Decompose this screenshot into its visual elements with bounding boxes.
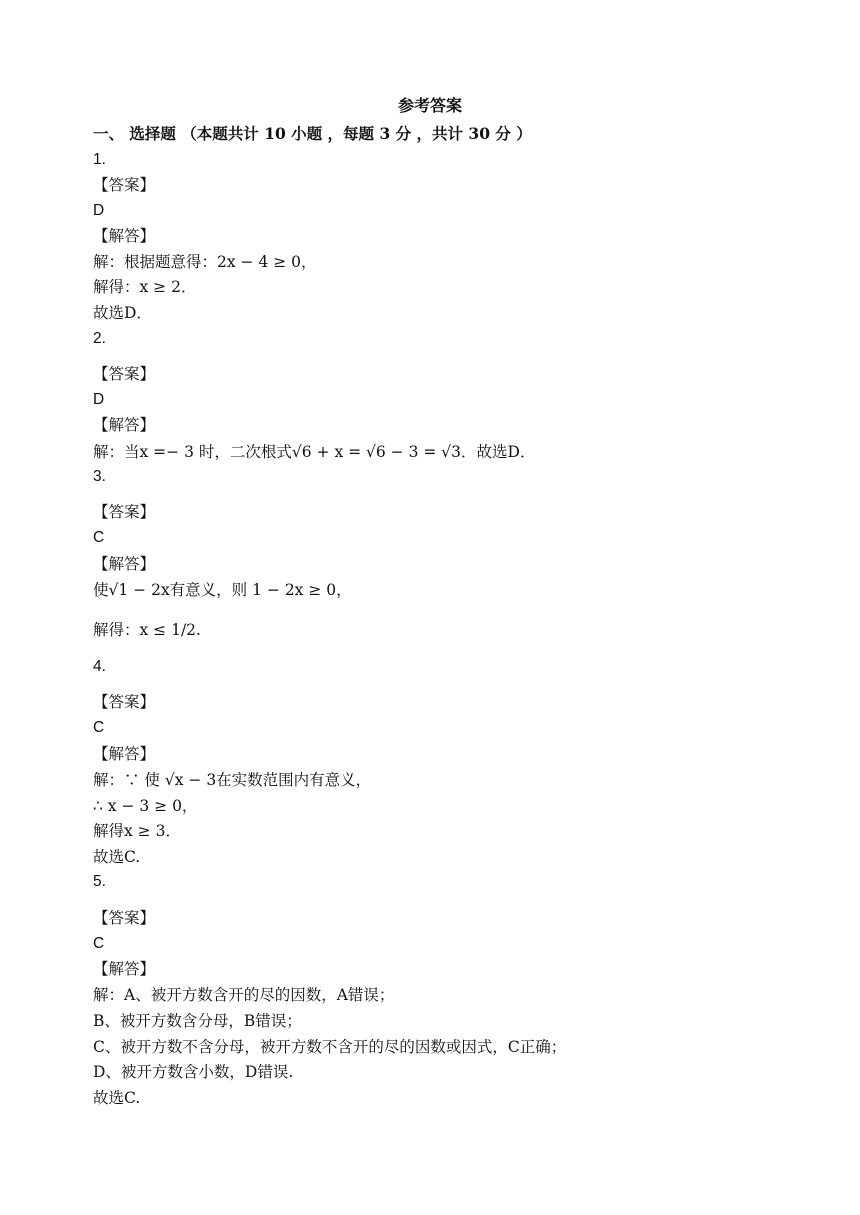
solution-label: 【解答】 (93, 227, 156, 245)
solution-line: 使√1 − 2x有意义，则 1 − 2x ≥ 0， (93, 581, 352, 599)
solution-line: C、被开方数不含分母，被开方数不含开的尽的因数或因式，C正确； (93, 1038, 567, 1056)
solution-line: 解得x ≥ 3． (93, 822, 181, 840)
answer-label: 【答案】 (93, 176, 156, 194)
solution-label: 【解答】 (93, 960, 156, 978)
solution-line: 故选C. (93, 848, 141, 866)
answer-label: 【答案】 (93, 909, 156, 927)
solution-label: 【解答】 (93, 745, 156, 763)
answer-label: 【答案】 (93, 503, 156, 521)
answer-value: D (93, 202, 105, 219)
question-number: 2. (93, 330, 106, 347)
answer-value: C (93, 935, 105, 952)
solution-line: ∴ x − 3 ≥ 0， (93, 797, 198, 815)
solution-line: 解得：x ≤ 1/2. (93, 621, 201, 639)
page-title: 参考答案 (397, 96, 462, 115)
answer-value: C (93, 719, 105, 736)
question-number: 4. (93, 658, 106, 675)
question-number: 5. (93, 873, 106, 890)
solution-line: 解：当x =− 3 时，二次根式√6 + x = √6 − 3 = √3．故选D． (93, 443, 536, 461)
solution-label: 【解答】 (93, 416, 156, 434)
answer-value: C (93, 529, 105, 546)
solution-line: 故选C. (93, 1089, 141, 1107)
solution-line: 故选D． (93, 304, 152, 322)
answer-value: D (93, 391, 105, 408)
solution-line: 解：∵ 使 √x − 3在实数范围内有意义， (93, 771, 372, 789)
solution-line: 解：根据题意得：2x − 4 ≥ 0， (93, 253, 317, 271)
question-number: 1. (93, 151, 106, 168)
solution-line: D、被开方数含小数，D错误. (93, 1063, 294, 1081)
answer-label: 【答案】 (93, 693, 156, 711)
section-heading: 一、 选择题 （本题共计 10 小题 ，每题 3 分 ，共计 30 分 ） (93, 124, 532, 143)
answer-label: 【答案】 (93, 365, 156, 383)
solution-line: 解：A、被开方数含开的尽的因数，A错误； (93, 986, 395, 1004)
solution-label: 【解答】 (93, 555, 156, 573)
question-number: 3. (93, 468, 106, 485)
solution-line: B、被开方数含分母，B错误； (93, 1012, 302, 1030)
solution-line: 解得：x ≥ 2． (93, 278, 197, 296)
